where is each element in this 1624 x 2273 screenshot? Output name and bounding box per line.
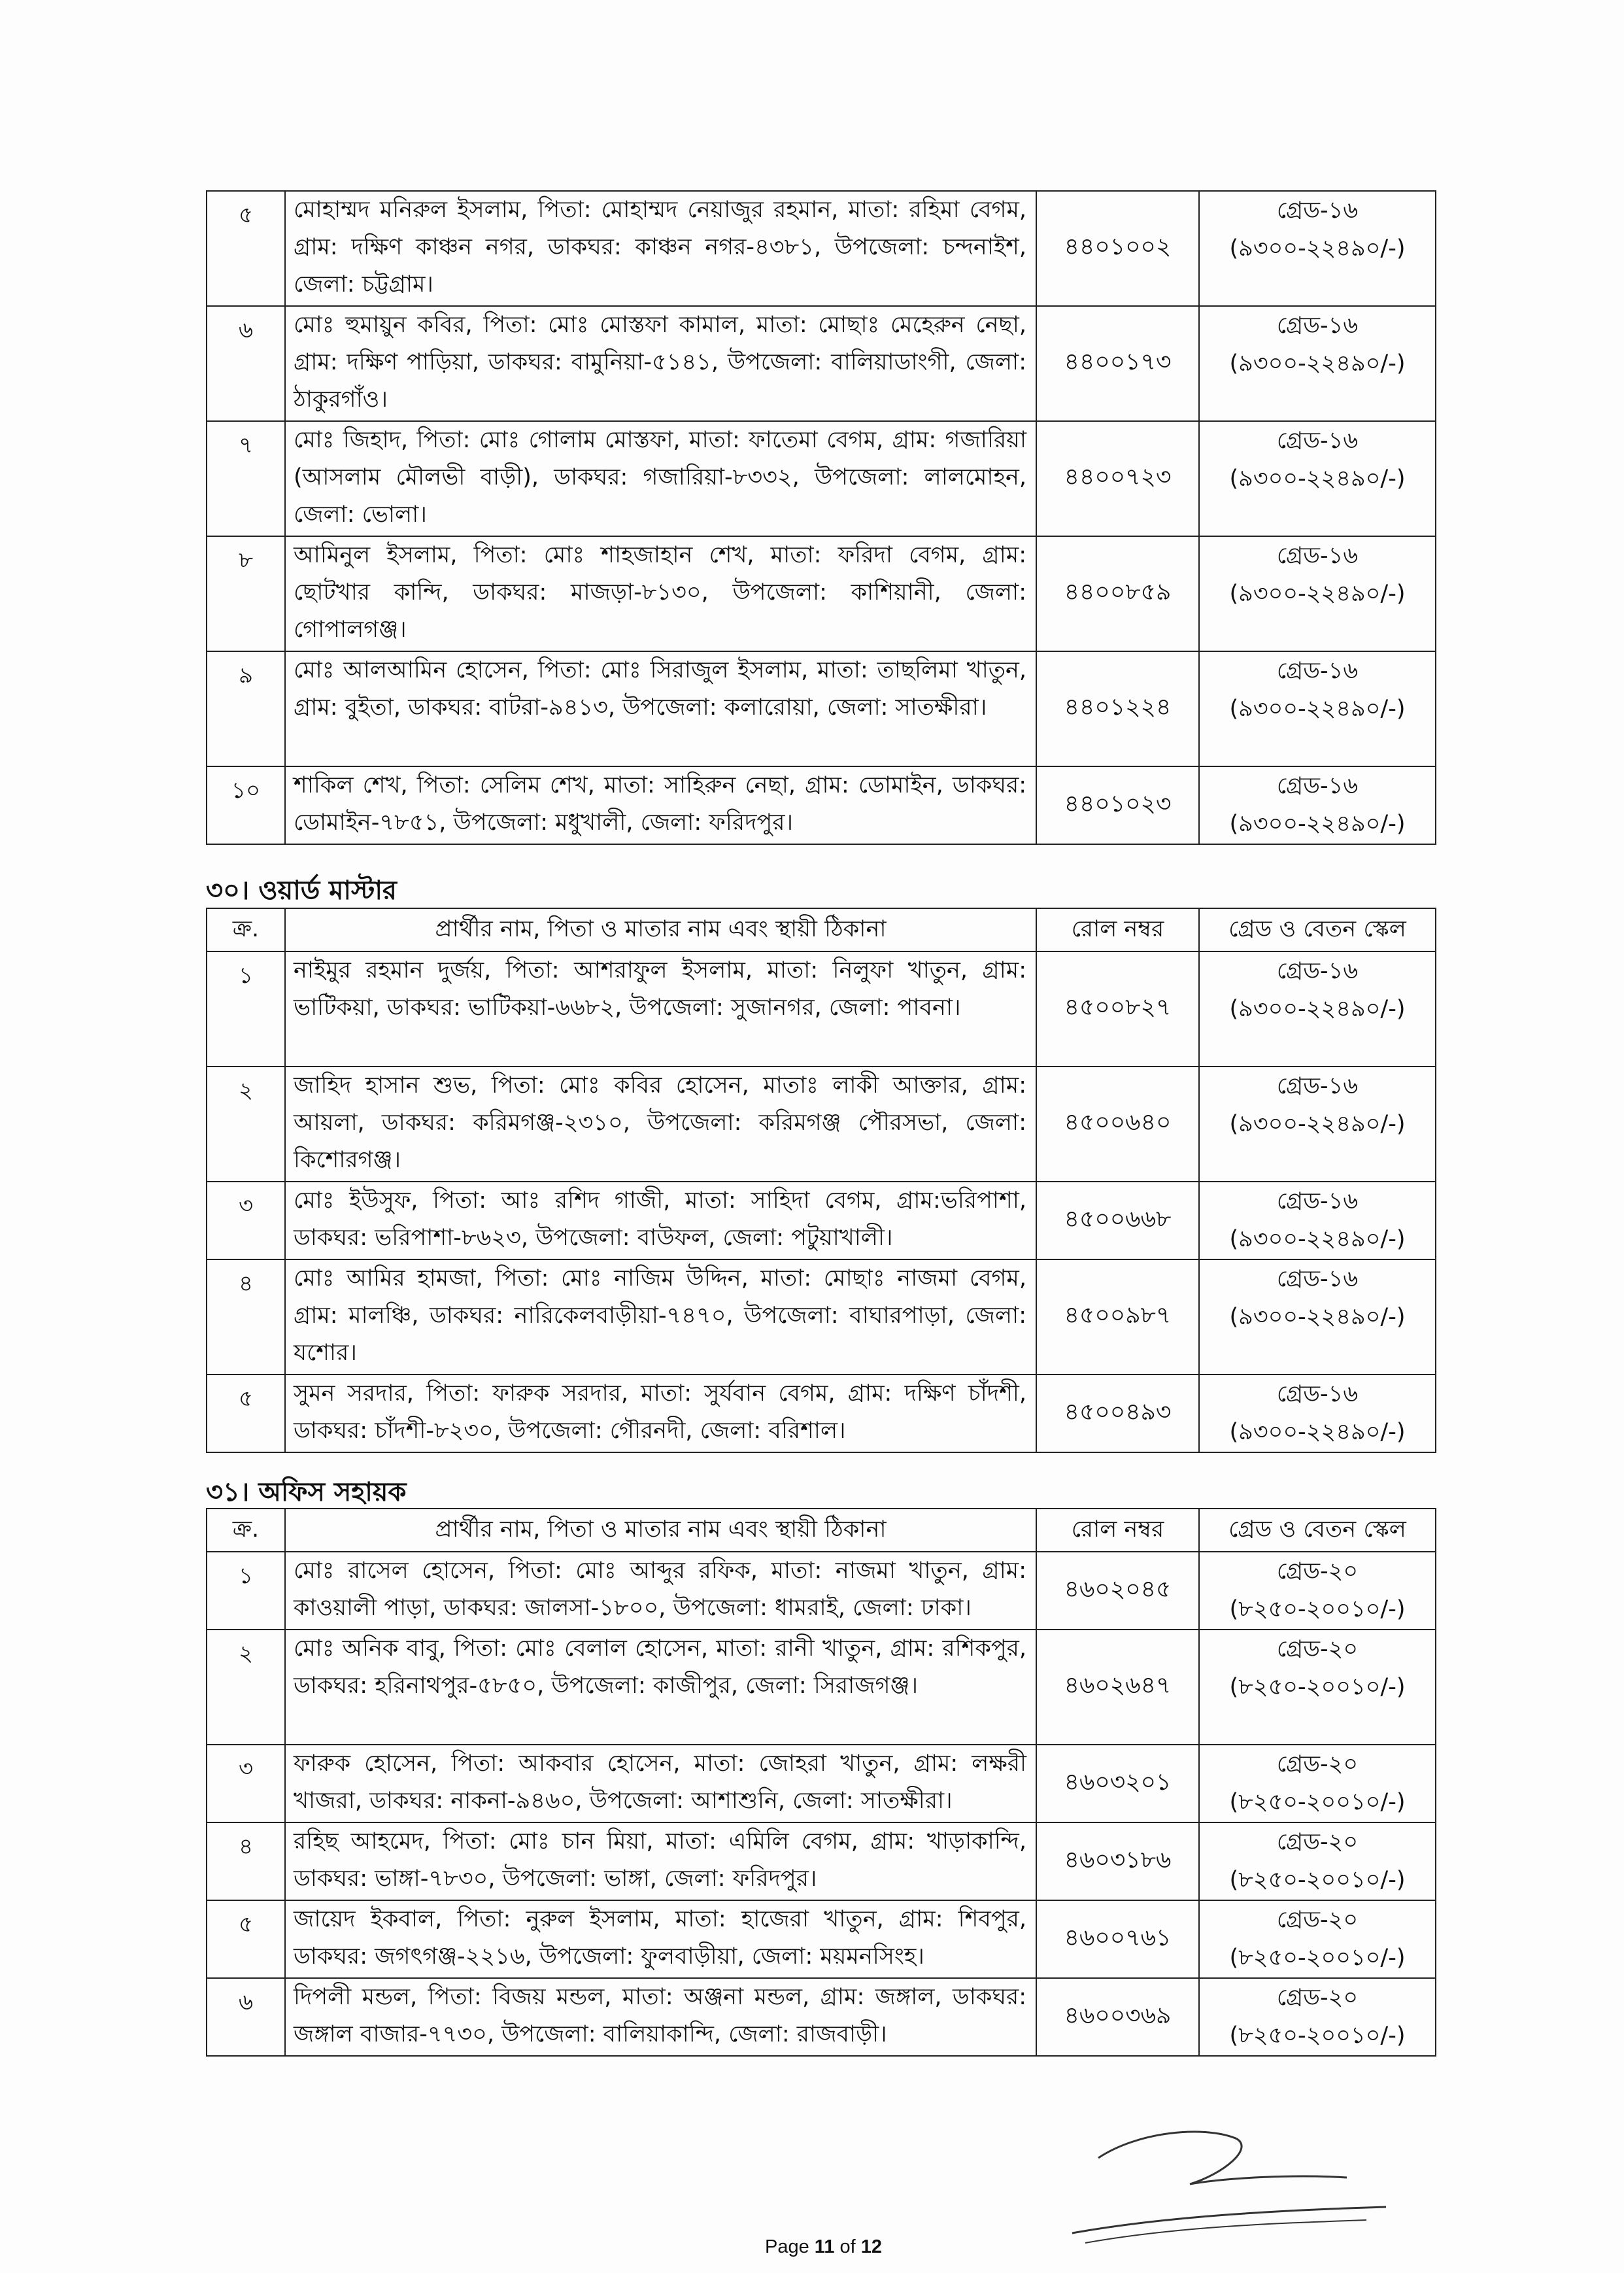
grade-label: গ্রেড-২০ — [1276, 1636, 1359, 1662]
serial-number: ২ — [207, 1067, 285, 1182]
serial-number: ৫ — [207, 191, 285, 306]
grade-scale — [1199, 191, 1436, 306]
serial-number: ১০ — [207, 766, 285, 844]
roll-number: ৪৪০০৮৫৯ — [1036, 536, 1199, 651]
serial-number: ৫ — [207, 1375, 285, 1452]
candidate-details: জায়েদ ইকবাল, পিতা: নুরুল ইসলাম, মাতা: হাজেরা খাতুন, গ্রাম: শিবপুর, ডাকঘর: জগৎগঞ্জ-২২১৬, উপজেলা: ফুলবাড়ীয়া, জেলা: ময়মনসিংহ। — [285, 1900, 1036, 1978]
grade-scale — [1199, 1375, 1436, 1452]
grade-label: গ্রেড-১৬ — [1276, 197, 1359, 224]
serial-number: ২ — [207, 1630, 285, 1745]
roll-number: ৪৬০০৭৬১ — [1036, 1900, 1199, 1978]
grade-scale — [1199, 1745, 1436, 1822]
ward-master-table — [206, 908, 1436, 1453]
pay-scale: (৯৩০০-২২৪৯০/-) — [1229, 1111, 1406, 1137]
grade-label: গ্রেড-২০ — [1276, 1751, 1359, 1777]
grade-scale — [1199, 1900, 1436, 1978]
candidate-details: জাহিদ হাসান শুভ, পিতা: মোঃ কবির হোসেন, মাতাঃ লাকী আক্তার, গ্রাম: আয়লা, ডাকঘর: করিমগঞ্জ-২৩১০, উপজেলা: করিমগঞ্জ পৌরসভা, জেলা: কিশোরগঞ্জ। — [285, 1067, 1036, 1182]
roll-number: ৪৬০৩২০১ — [1036, 1745, 1199, 1822]
pay-scale: (৯৩০০-২২৪৯০/-) — [1229, 350, 1406, 377]
table-row — [207, 306, 1436, 421]
pay-scale: (৯৩০০-২২৪৯০/-) — [1229, 1226, 1406, 1252]
grade-scale — [1199, 651, 1436, 766]
serial-number: ৪ — [207, 1259, 285, 1375]
grade-label: গ্রেড-১৬ — [1276, 543, 1359, 569]
pay-scale: (৮২৫০-২০০১০/-) — [1229, 1867, 1406, 1893]
grade-scale — [1199, 421, 1436, 536]
grade-scale — [1199, 1822, 1436, 1900]
candidate-details: মোঃ আলআমিন হোসেন, পিতা: মোঃ সিরাজুল ইসলাম, মাতা: তাছলিমা খাতুন, গ্রাম: বুইতা, ডাকঘর: বাটরা-৯৪১৩, উপজেলা: কলারোয়া, জেলা: সাতক্ষীরা। — [285, 651, 1036, 766]
pay-scale: (৯৩০০-২২৪৯০/-) — [1229, 1419, 1406, 1445]
serial-number: ৭ — [207, 421, 285, 536]
table-row — [207, 1375, 1436, 1452]
roll-number: ৪৫০০৪৯৩ — [1036, 1375, 1199, 1452]
candidate-details: ফারুক হোসেন, পিতা: আকবার হোসেন, মাতা: জোহরা খাতুন, গ্রাম: লক্ষরী খাজরা, ডাকঘর: নাকনা-৯৪৬০, উপজেলা: আশাশুনি, জেলা: সাতক্ষীরা। — [285, 1745, 1036, 1822]
candidate-details: নাইমুর রহমান দুর্জয়, পিতা: আশরাফুল ইসলাম, মাতা: নিলুফা খাতুন, গ্রাম: ভাটিকয়া, ডাকঘর: ভাটিকয়া-৬৬৮২, উপজেলা: সুজানগর, জেলা: পাবনা। — [285, 951, 1036, 1067]
serial-number: ১ — [207, 951, 285, 1067]
grade-label: গ্রেড-১৬ — [1276, 1381, 1359, 1407]
page-number — [765, 2236, 882, 2258]
grade-scale — [1199, 1259, 1436, 1375]
serial-number: ৫ — [207, 1900, 285, 1978]
header-grade-scale: গ্রেড ও বেতন স্কেল — [1199, 1509, 1436, 1552]
grade-label: গ্রেড-২০ — [1276, 1907, 1359, 1933]
candidate-details: মোঃ আমির হামজা, পিতা: মোঃ নাজিম উদ্দিন, মাতা: মোছাঃ নাজমা বেগম, গ্রাম: মালঞ্চি, ডাকঘর: নারিকেলবাড়ীয়া-৭৪৭০, উপজেলা: বাঘারপাড়া, জেলা: যশোর। — [285, 1259, 1036, 1375]
table-row — [207, 1822, 1436, 1900]
pay-scale: (৯৩০০-২২৪৯০/-) — [1229, 235, 1406, 262]
candidate-details: মোহাম্মদ মনিরুল ইসলাম, পিতা: মোহাম্মদ নেয়াজুর রহমান, মাতা: রহিমা বেগম, গ্রাম: দক্ষিণ কাঞ্চন নগর, ডাকঘর: কাঞ্চন নগর-৪৩৮১, উপজেলা: চন্দনাইশ, জেলা: চট্টগ্রাম। — [285, 191, 1036, 306]
pay-scale: (৮২৫০-২০০১০/-) — [1229, 1674, 1406, 1700]
grade-scale — [1199, 536, 1436, 651]
signature — [1059, 2112, 1399, 2256]
roll-number: ৪৬০২০৪৫ — [1036, 1552, 1199, 1630]
serial-number: ৬ — [207, 1978, 285, 2056]
table-row — [207, 951, 1436, 1067]
pay-scale: (৯৩০০-২২৪৯০/-) — [1229, 1304, 1406, 1330]
grade-scale — [1199, 1630, 1436, 1745]
candidate-details: আমিনুল ইসলাম, পিতা: মোঃ শাহজাহান শেখ, মাতা: ফরিদা বেগম, গ্রাম: ছোটখার কান্দি, ডাকঘর: মাজড়া-৮১৩০, উপজেলা: কাশিয়ানী, জেলা: গোপালগঞ্জ। — [285, 536, 1036, 651]
table-row — [207, 1552, 1436, 1630]
grade-scale — [1199, 1067, 1436, 1182]
grade-label: গ্রেড-২০ — [1276, 1829, 1359, 1855]
candidate-details: মোঃ অনিক বাবু, পিতা: মোঃ বেলাল হোসেন, মাতা: রানী খাতুন, গ্রাম: রশিকপুর, ডাকঘর: হরিনাথপুর-৫৮৫০, উপজেলা: কাজীপুর, জেলা: সিরাজগঞ্জ। — [285, 1630, 1036, 1745]
grade-scale — [1199, 766, 1436, 844]
pay-scale: (৯৩০০-২২৪৯০/-) — [1229, 466, 1406, 492]
header-name-address: প্রার্থীর নাম, পিতা ও মাতার নাম এবং স্থায়ী ঠিকানা — [285, 1509, 1036, 1552]
grade-label: গ্রেড-১৬ — [1276, 773, 1359, 799]
roll-number: ৪৫০০৯৮৭ — [1036, 1259, 1199, 1375]
roll-number: ৪৫০০৬৪০ — [1036, 1067, 1199, 1182]
roll-number: ৪৫০০৮২৭ — [1036, 951, 1199, 1067]
candidate-details: শাকিল শেখ, পিতা: সেলিম শেখ, মাতা: সাহিরুন নেছা, গ্রাম: ডোমাইন, ডাকঘর: ডোমাইন-৭৮৫১, উপজেলা: মধুখালী, জেলা: ফরিদপুর। — [285, 766, 1036, 844]
table-row — [207, 1259, 1436, 1375]
table-row — [207, 536, 1436, 651]
candidate-details: সুমন সরদার, পিতা: ফারুক সরদার, মাতা: সুর্যবান বেগম, গ্রাম: দক্ষিণ চাঁদশী, ডাকঘর: চাঁদশী-৮২৩০, উপজেলা: গৌরনদী, জেলা: বরিশাল। — [285, 1375, 1036, 1452]
roll-number: ৪৪০১০২৩ — [1036, 766, 1199, 844]
roll-number: ৪৬০৩১৮৬ — [1036, 1822, 1199, 1900]
candidate-table-continued — [206, 190, 1436, 845]
serial-number: ৩ — [207, 1745, 285, 1822]
grade-label: গ্রেড-১৬ — [1276, 428, 1359, 454]
grade-label: গ্রেড-২০ — [1276, 1985, 1359, 2011]
roll-number: ৪৫০০৬৬৮ — [1036, 1182, 1199, 1259]
roll-number: ৪৪০০৭২৩ — [1036, 421, 1199, 536]
office-assistant-table — [206, 1508, 1436, 2057]
header-row — [207, 908, 1436, 951]
serial-number: ১ — [207, 1552, 285, 1630]
table-row — [207, 1978, 1436, 2056]
header-serial: ক্র. — [207, 1509, 285, 1552]
grade-label: গ্রেড-১৬ — [1276, 313, 1359, 339]
grade-label: গ্রেড-১৬ — [1276, 1073, 1359, 1099]
grade-label: গ্রেড-১৬ — [1276, 658, 1359, 684]
grade-label: গ্রেড-১৬ — [1276, 1188, 1359, 1214]
header-roll: রোল নম্বর — [1036, 908, 1199, 951]
page-total: 12 — [860, 2236, 883, 2257]
table-row — [207, 1182, 1436, 1259]
page-current: 11 — [814, 2236, 835, 2257]
roll-number: ৪৪০১২২৪ — [1036, 651, 1199, 766]
header-roll: রোল নম্বর — [1036, 1509, 1199, 1552]
serial-number: ৬ — [207, 306, 285, 421]
roll-number: ৪৪০১০০২ — [1036, 191, 1199, 306]
header-row — [207, 1509, 1436, 1552]
table-row — [207, 766, 1436, 844]
table-row — [207, 191, 1436, 306]
grade-label: গ্রেড-২০ — [1276, 1558, 1359, 1584]
table-row — [207, 421, 1436, 536]
candidate-details: মোঃ ইউসুফ, পিতা: আঃ রশিদ গাজী, মাতা: সাহিদা বেগম, গ্রাম:ভরিপাশা, ডাকঘর: ভরিপাশা-৮৬২৩, উপজেলা: বাউফল, জেলা: পটুয়াখালী। — [285, 1182, 1036, 1259]
pay-scale: (৮২৫০-২০০১০/-) — [1229, 2023, 1406, 2049]
grade-scale — [1199, 1552, 1436, 1630]
header-name-address: প্রার্থীর নাম, পিতা ও মাতার নাম এবং স্থায়ী ঠিকানা — [285, 908, 1036, 951]
pay-scale: (৯৩০০-২২৪৯০/-) — [1229, 811, 1406, 837]
serial-number: ৮ — [207, 536, 285, 651]
table-row — [207, 651, 1436, 766]
serial-number: ৯ — [207, 651, 285, 766]
roll-number: ৪৬০২৬৪৭ — [1036, 1630, 1199, 1745]
candidate-details: মোঃ হুমায়ুন কবির, পিতা: মোঃ মোস্তফা কামাল, মাতা: মোছাঃ মেহেরুন নেছা, গ্রাম: দক্ষিণ পাড়িয়া, ডাকঘর: বামুনিয়া-৫১৪১, উপজেলা: বালিয়াডাংগী, জেলা: ঠাকুরগাঁও। — [285, 306, 1036, 421]
pay-scale: (৮২৫০-২০০১০/-) — [1229, 1596, 1406, 1622]
candidate-details: রহিছ আহমেদ, পিতা: মোঃ চান মিয়া, মাতা: এমিলি বেগম, গ্রাম: খাড়াকান্দি, ডাকঘর: ভাঙ্গা-৭৮৩০, উপজেলা: ভাঙ্গা, জেলা: ফরিদপুর। — [285, 1822, 1036, 1900]
section-title-office-assistant: ৩১। অফিস সহায়ক — [206, 1477, 407, 1507]
header-serial: ক্র. — [207, 908, 285, 951]
page-prefix: Page — [765, 2236, 809, 2257]
grade-scale — [1199, 1182, 1436, 1259]
grade-label: গ্রেড-১৬ — [1276, 1266, 1359, 1292]
header-grade-scale: গ্রেড ও বেতন স্কেল — [1199, 908, 1436, 951]
pay-scale: (৮২৫০-২০০১০/-) — [1229, 1945, 1406, 1971]
table-row — [207, 1630, 1436, 1745]
grade-scale — [1199, 1978, 1436, 2056]
candidate-details: মোঃ রাসেল হোসেন, পিতা: মোঃ আব্দুর রফিক, মাতা: নাজমা খাতুন, গ্রাম: কাওয়ালী পাড়া, ডাকঘর: জালসা-১৮০০, উপজেলা: ধামরাই, জেলা: ঢাকা। — [285, 1552, 1036, 1630]
section-title-ward-master: ৩০। ওয়ার্ড মাস্টার — [206, 876, 397, 906]
roll-number: ৪৬০০৩৬৯ — [1036, 1978, 1199, 2056]
grade-scale — [1199, 951, 1436, 1067]
page-of: of — [839, 2236, 856, 2257]
serial-number: ৪ — [207, 1822, 285, 1900]
table-row — [207, 1067, 1436, 1182]
grade-label: গ্রেড-১৬ — [1276, 958, 1359, 984]
table-row — [207, 1745, 1436, 1822]
pay-scale: (৯৩০০-২২৪৯০/-) — [1229, 996, 1406, 1022]
roll-number: ৪৪০০১৭৩ — [1036, 306, 1199, 421]
candidate-details: মোঃ জিহাদ, পিতা: মোঃ গোলাম মোস্তফা, মাতা: ফাতেমা বেগম, গ্রাম: গজারিয়া (আসলাম মৌলভী বাড়ী), ডাকঘর: গজারিয়া-৮৩৩২, উপজেলা: লালমোহন, জেলা: ভোলা। — [285, 421, 1036, 536]
pay-scale: (৮২৫০-২০০১০/-) — [1229, 1789, 1406, 1815]
pay-scale: (৯৩০০-২২৪৯০/-) — [1229, 696, 1406, 722]
serial-number: ৩ — [207, 1182, 285, 1259]
grade-scale — [1199, 306, 1436, 421]
table-row — [207, 1900, 1436, 1978]
candidate-details: দিপলী মন্ডল, পিতা: বিজয় মন্ডল, মাতা: অঞ্জনা মন্ডল, গ্রাম: জঙ্গাল, ডাকঘর: জঙ্গাল বাজার-৭৭৩০, উপজেলা: বালিয়াকান্দি, জেলা: রাজবাড়ী। — [285, 1978, 1036, 2056]
pay-scale: (৯৩০০-২২৪৯০/-) — [1229, 581, 1406, 607]
